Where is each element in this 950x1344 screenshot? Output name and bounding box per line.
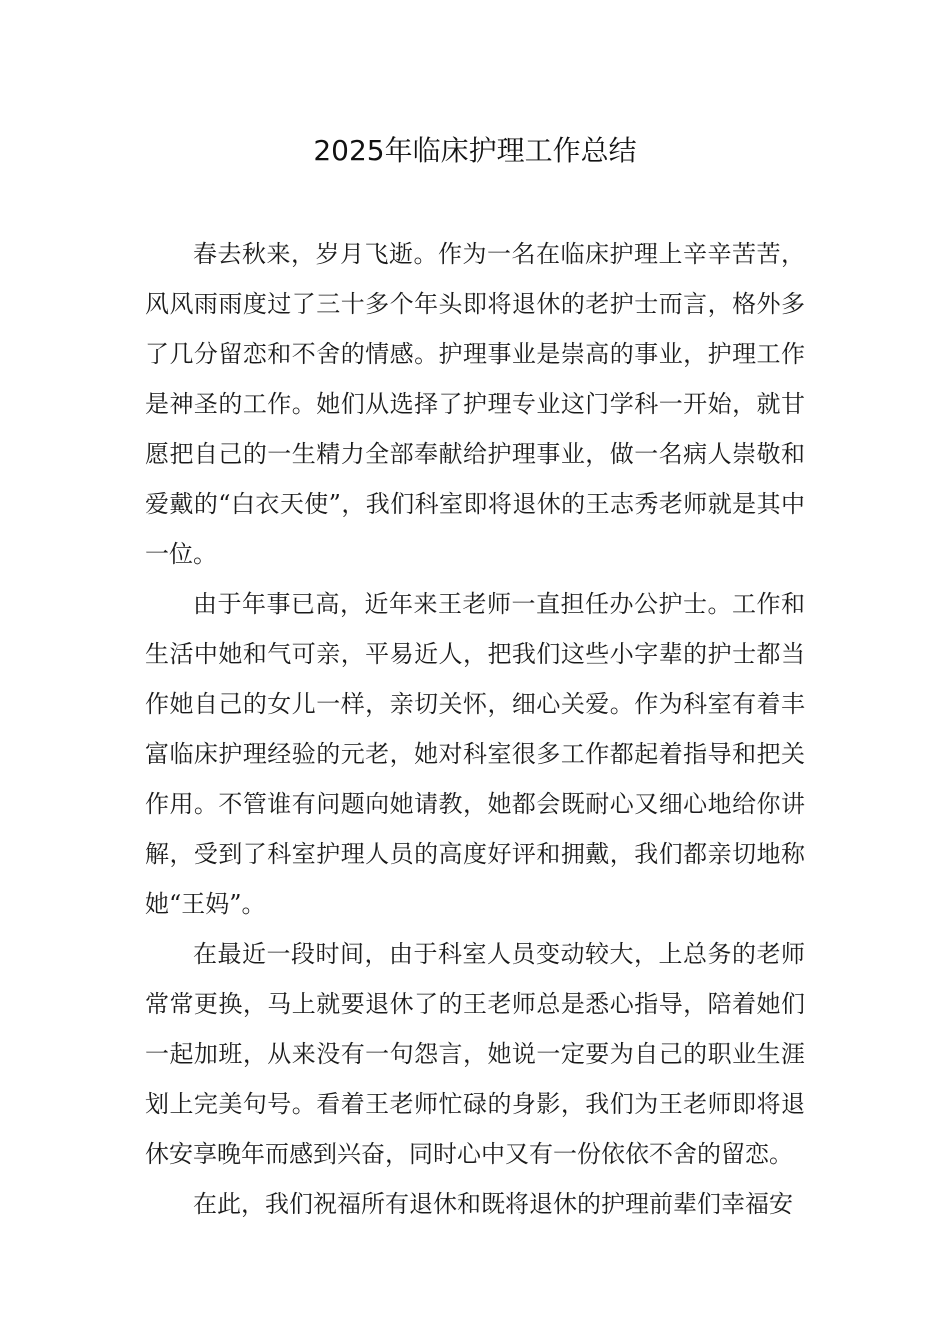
paragraph: 在此，我们祝福所有退休和既将退休的护理前辈们幸福安 [193, 1190, 793, 1218]
document-body [145, 229, 805, 1229]
document-title: 2025年临床护理工作总结 [313, 134, 637, 167]
paragraph: 由于年事已高，近年来王老师一直担任办公护士。工作和生活中她和气可亲，平易近人，把我们这些小字辈的护士都当作她自己的女儿一样，亲切关怀，细心关爱。作为科室有着丰富临床护理经验的元老，她对科室很多工作都起着指导和把关作用。不管谁有问题向她请教，她都会既耐心又细心地给你讲解，受到了科室护理人员的高度好评和拥戴，我们都亲切地称她“王妈”。 [145, 590, 805, 918]
paragraph: 春去秋来，岁月飞逝。作为一名在临床护理上辛辛苦苦，风风雨雨度过了三十多个年头即将退休的老护士而言，格外多了几分留恋和不舍的情感。护理事业是崇高的事业，护理工作是神圣的工作。她们从选择了护理专业这门学科一开始，就甘愿把自己的一生精力全部奉献给护理事业，做一名病人崇敬和爱戴的“白衣天使”，我们科室即将退休的王志秀老师就是其中一位。 [145, 240, 805, 568]
paragraph: 在最近一段时间，由于科室人员变动较大，上总务的老师常常更换，马上就要退休了的王老师总是悉心指导，陪着她们一起加班，从来没有一句怨言，她说一定要为自己的职业生涯划上完美句号。看着王老师忙碌的身影，我们为王老师即将退休安享晚年而感到兴奋，同时心中又有一份依依不舍的留恋。 [145, 940, 805, 1168]
